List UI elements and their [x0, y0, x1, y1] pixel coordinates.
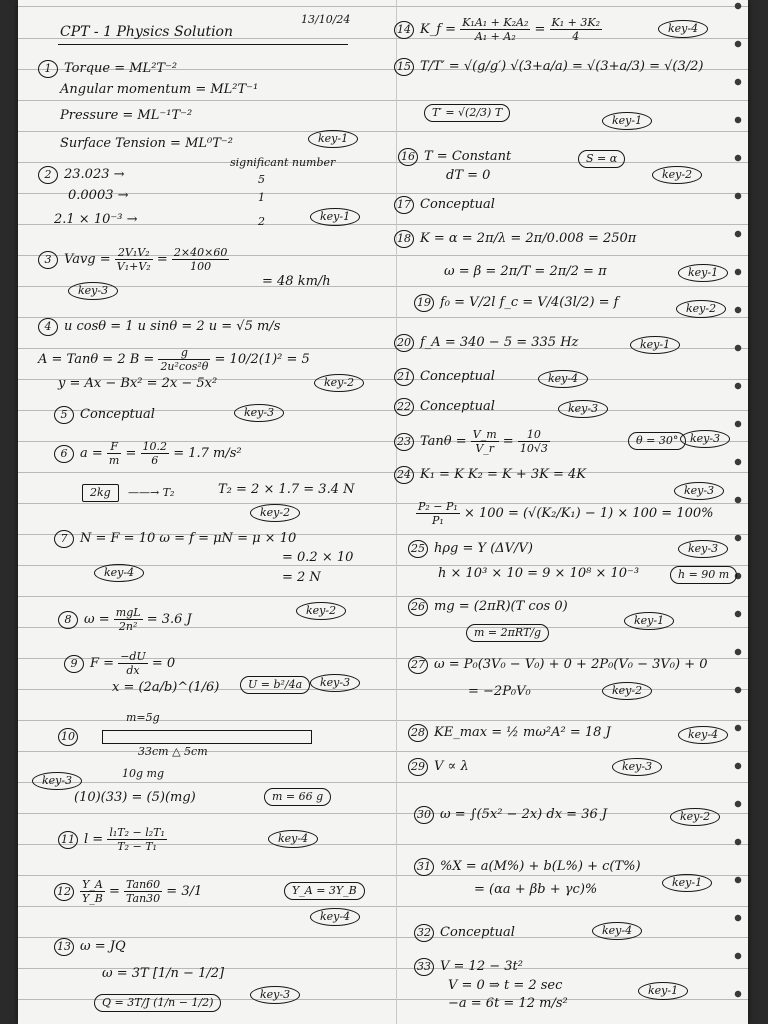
answer-12-boxed: Y_A = 3Y_B	[284, 882, 365, 900]
answer-33-line2: V = 0 ⇒ t = 2 sec	[448, 978, 563, 993]
answer-13-line2: ω = 3T [1/n − 1/2]	[102, 966, 225, 981]
answer-7-line2: = 0.2 × 10	[282, 550, 354, 565]
answer-2-line3: 2.1 × 10⁻³ →	[54, 212, 138, 227]
answer-key-badge: key-2	[314, 374, 364, 392]
answer-key-badge: key-3	[558, 400, 608, 418]
answer-2-line2: 0.0003 →	[68, 188, 129, 203]
answer-2-count2: 1	[258, 191, 265, 204]
answer-10-mass-label: m=5g	[126, 711, 160, 724]
answer-19-line1: 19 f₀ = V/2l f_c = V/4(3l/2) = f	[414, 294, 619, 312]
answer-key-badge: key-2	[602, 682, 652, 700]
answer-1-line4: Surface Tension = ML⁰T⁻²	[60, 136, 233, 151]
answer-4-line3: y = Ax − Bx² = 2x − 5x²	[58, 376, 218, 391]
answer-10-weights: 10g mg	[122, 767, 165, 780]
answer-25-boxed: h = 90 m	[670, 566, 737, 584]
answer-10-lengths: 33cm △ 5cm	[138, 745, 208, 758]
page-date: 13/10/24	[301, 13, 351, 26]
answer-25-line2: h × 10³ × 10 = 9 × 10⁸ × 10⁻³	[438, 566, 640, 581]
answer-key-badge: key-3	[68, 282, 118, 300]
answer-key-badge: key-1	[662, 874, 712, 892]
answer-6-line2: T₂ = 2 × 1.7 = 3.4 N	[218, 482, 355, 497]
answer-key-badge: key-3	[234, 404, 284, 422]
answer-4-line2: A = Tanθ = 2 B = $\frac{g}{\text{2u²cos²θ}}$ = 10/2(1)² = 5	[38, 346, 310, 373]
answer-30-line1: 30 ω = ∫(5x² − 2x) dx = 36 J	[414, 806, 607, 824]
answer-key-badge: key-4	[268, 830, 318, 848]
answer-24-line2: $\frac{\text{P₂ − P₁}}{\text{P₁}}$ × 100 = (√(K₂/K₁) − 1) × 100 = 100%	[418, 500, 714, 527]
answer-key-badge: key-3	[250, 986, 300, 1004]
answer-23-line1: 23 Tanθ = $\frac{V\_m}{V\_r}$ = $\frac{10}{10√3}$	[394, 428, 550, 455]
answer-1-line1: 1 Torque = ML²T⁻²	[38, 60, 177, 78]
answer-10-line1: (10)(33) = (5)(mg)	[74, 790, 196, 805]
answer-1-line3: Pressure = ML⁻¹T⁻²	[60, 108, 193, 123]
answer-24-line1: 24 K₁ = K K₂ = K + 3K = 4K	[394, 466, 586, 484]
answer-key-badge: key-3	[310, 674, 360, 692]
answer-20-line1: 20 f_A = 340 − 5 = 335 Hz	[394, 334, 578, 352]
answer-key-badge: key-1	[638, 982, 688, 1000]
answer-1-line2: Angular momentum = ML²T⁻¹	[60, 82, 259, 97]
answer-key-badge: key-3	[32, 772, 82, 790]
answer-21-line1: 21 Conceptual	[394, 368, 495, 386]
answer-key-badge: key-2	[670, 808, 720, 826]
answer-16-line2: dT = 0	[446, 168, 491, 183]
answer-key-badge: key-1	[308, 130, 358, 148]
answer-15-line1: 15 T/T′ = √(g/g′) √(3+a/a) = √(3+a/3) = √(3/2)	[394, 58, 704, 76]
answer-14-line1: 14 K_f = $\frac{\text{K₁A₁ + K₂A₂}}{\text{A₁ + A₂}}$ = $\frac{\text{K₁ + 3K₂}}{4}$	[394, 16, 602, 43]
answer-17-line1: 17 Conceptual	[394, 196, 495, 214]
answer-26-line1: 26 mg = (2πR)(T cos 0)	[408, 598, 568, 616]
answer-10-boxed: m = 66 g	[264, 788, 331, 806]
notebook-page	[18, 0, 748, 1024]
answer-key-badge: key-3	[680, 430, 730, 448]
answer-key-badge: key-1	[624, 612, 674, 630]
answer-key-badge: key-2	[652, 166, 702, 184]
answer-5-line1: 5 Conceptual	[54, 406, 155, 424]
answer-27-line2: = −2P₀V₀	[468, 684, 531, 699]
answer-2-count3: 2	[258, 215, 265, 228]
answer-9-boxed: U = b²/4a	[240, 676, 310, 694]
answer-key-badge: key-1	[310, 208, 360, 226]
answer-9-line2: x = (2a/b)^(1/6)	[112, 680, 220, 695]
answer-key-badge: key-4	[538, 370, 588, 388]
answer-25-line1: 25 hρg = Y (ΔV/V)	[408, 540, 533, 558]
answer-16-boxed: S = α	[578, 150, 625, 168]
answer-key-badge: key-2	[250, 504, 300, 522]
answer-15-boxed: T′ = √(2/3) T	[424, 104, 510, 122]
answer-28-line1: 28 KE_max = ½ mω²A² = 18 J	[408, 724, 611, 742]
answer-4-line1: 4 u cosθ = 1 u sinθ = 2 u = √5 m/s	[38, 318, 280, 336]
answer-key-badge: key-3	[678, 540, 728, 558]
answer-27-line1: 27 ω = P₀(3V₀ − V₀) + 0 + 2P₀(V₀ − 3V₀) + 0	[408, 656, 708, 674]
answer-10-num: 10	[58, 728, 84, 746]
answer-key-badge: key-1	[602, 112, 652, 130]
answer-18-line2: ω = β = 2π/T = 2π/2 = π	[444, 264, 607, 279]
answer-7-line1: 7 N = F = 10 ω = f = μN = μ × 10	[54, 530, 296, 548]
answer-9-line1: 9 F = $\frac{-dU}{dx}$ = 0	[64, 650, 175, 677]
tension-arrow: ——→ T₂	[128, 486, 175, 499]
answer-3-result: = 48 km/h	[262, 274, 331, 289]
answer-13-boxed: Q = 3T/J (1/n − 1/2)	[94, 994, 221, 1012]
answer-key-badge: key-4	[658, 20, 708, 38]
answer-33-line1: 33 V = 12 − 3t²	[414, 958, 523, 976]
answer-18-line1: 18 K = α = 2π/λ = 2π/0.008 = 250π	[394, 230, 636, 248]
answer-29-line1: 29 V ∝ λ	[408, 758, 469, 776]
answer-22-line1: 22 Conceptual	[394, 398, 495, 416]
answer-2-line1: 2 23.023 →	[38, 166, 125, 184]
answer-6-line1: 6 a = $\frac{F}{m}$ = $\frac{10.2}{6}$ = 1.7 m/s²	[54, 440, 242, 467]
answer-2-count1: 5	[258, 173, 265, 186]
column-divider	[396, 0, 397, 1024]
answer-31-line2: = (αa + βb + γc)%	[474, 882, 598, 897]
answer-8-line1: 8 ω = $\frac{\text{mgL}}{\text{2n²}}$ = 3.6 J	[58, 606, 192, 633]
answer-key-badge: key-1	[630, 336, 680, 354]
answer-key-badge: key-3	[674, 482, 724, 500]
answer-13-line1: 13 ω = JQ	[54, 938, 126, 956]
answer-key-badge: key-2	[676, 300, 726, 318]
answer-key-badge: key-4	[310, 908, 360, 926]
answer-key-badge: key-3	[612, 758, 662, 776]
answer-32-line1: 32 Conceptual	[414, 924, 515, 942]
answer-7-line3: = 2 N	[282, 570, 321, 585]
block-diagram: 2kg	[82, 484, 119, 502]
answer-key-badge: key-4	[592, 922, 642, 940]
answer-key-badge: key-4	[678, 726, 728, 744]
answer-23-boxed: θ = 30°	[628, 432, 686, 450]
page-title: CPT - 1 Physics Solution	[60, 24, 234, 40]
answer-16-line1: 16 T = Constant	[398, 148, 511, 166]
answer-33-line3: −a = 6t = 12 m/s²	[448, 996, 568, 1011]
spiral-holes	[732, 0, 744, 1024]
answer-26-boxed: m = 2πRT/g	[466, 624, 549, 642]
answer-12-line1: 12 $\frac{Y\_A}{Y\_B}$ = $\frac{\text{Tan60}}{\text{Tan30}}$ = 3/1	[54, 878, 202, 905]
answer-31-line1: 31 %X = a(M%) + b(L%) + c(T%)	[414, 858, 641, 876]
beam-diagram	[102, 730, 312, 744]
answer-key-badge: key-4	[94, 564, 144, 582]
answer-key-badge: key-1	[678, 264, 728, 282]
answer-key-badge: key-2	[296, 602, 346, 620]
answer-2-heading: significant number	[230, 156, 336, 169]
answer-3-line1: 3 Vavg = $\frac{\text{2V₁V₂}}{\text{V₁+V₂}}$ = $\frac{2\times 40\times 60}{100}$	[38, 246, 229, 273]
answer-11-line1: 11 l = $\frac{\text{l₁T₂ − l₂T₁}}{\text{T₂ − T₁}}$	[58, 826, 167, 853]
